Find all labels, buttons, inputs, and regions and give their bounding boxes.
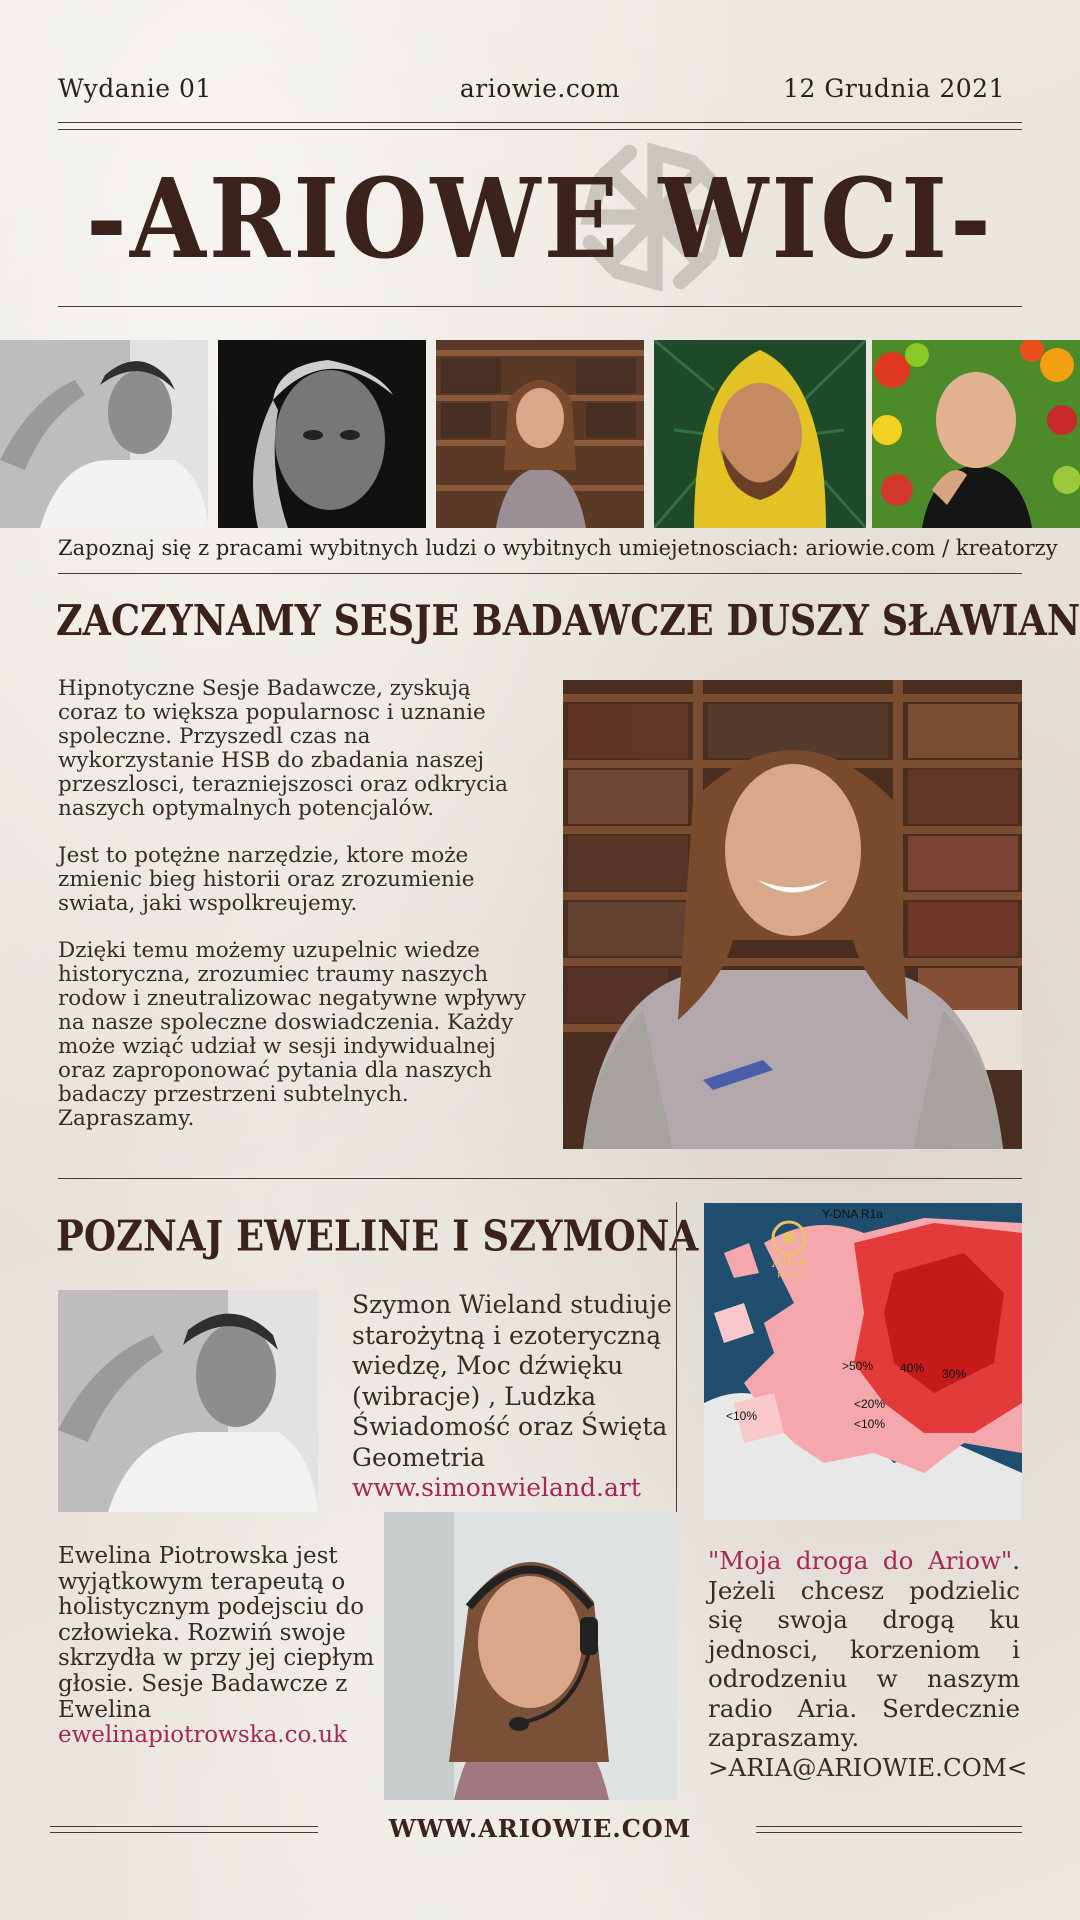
article1-paragraph-3: Dzięki temu możemy uzupelnic wiedze historyczna, zrozumiec traumy naszych rodow i zneutralizowac negatywne wpływy na nasze spoleczne doswiadczenia. Każdy może wziąć udział w sesji indywidualnej oraz zaproponować pytania dla naszych badaczy przestrzeni subtelnych. Zapraszamy. [58,938,527,1131]
map-label-3: 30% [942,1367,967,1381]
ewelina-text: Ewelina Piotrowska jest wyjątkowym terapeutą o holistycznym podejsciu do człowieka. Rozwiń swoje skrzydła w przy jej ciepłym głosie. Sesje Badawcze z Ewelina [58,1543,375,1723]
footer-rule-right-1 [756,1826,1022,1827]
strip-photo-2[interactable] [218,340,426,528]
map-label-2: 40% [900,1361,925,1375]
issue-number: Wydanie 01 [58,74,212,103]
article1-rule [58,1178,1022,1179]
szymon-bio [352,1290,672,1504]
article2-title: POZNAJ EWELINE I SZYMONA [56,1210,699,1261]
radio-email[interactable]: >ARIA@ARIOWIE.COM< [708,1752,1028,1782]
szymon-text: Szymon Wieland studiuje starożytną i ezoteryczną wiedzę, Moc dźwięku (wibracje) , Ludzka Świadomość oraz Święta Geometria [352,1290,672,1472]
map-logo-text: ARIA [771,1255,809,1271]
issue-date: 12 Grudnia 2021 [783,74,1005,103]
szymon-link[interactable]: www.simonwieland.art [352,1473,641,1502]
ewelina-bio [58,1544,378,1749]
footer-rule-left-2 [50,1832,318,1833]
radio-text: . Jeżeli chcesz podzielic się swoja drogą ku jednosci, korzeniom i odrodzeniu w naszym radio Aria. Serdecznie zapraszamy. [708,1546,1020,1752]
ewelina-photo[interactable] [384,1512,677,1800]
article1-title: ZACZYNAMY SESJE BADAWCZE DUSZY SŁAWIAN [56,596,1080,646]
strip-rule [58,573,1022,574]
map-label-6: <10% [726,1409,758,1423]
footer-rule-right-2 [756,1832,1022,1833]
szymon-photo[interactable] [58,1290,318,1512]
article1-body [58,677,530,1154]
radio-invite [708,1546,1028,1782]
map-logo-sub: RADIO [777,1271,803,1280]
article1-paragraph-2: Jest to potężne narzędzie, ktore może zmienic bieg historii oraz zrozumienie swiata, jaki wspolkreujemy. [58,843,475,916]
map-label-1: >50% [842,1359,874,1373]
map-label-5: <10% [854,1417,886,1431]
strip-photo-3[interactable] [436,340,644,528]
map-title: Y-DNA R1a [822,1207,883,1221]
strip-caption: Zapoznaj się z pracami wybitnych ludzi o wybitnych umiejetnosciach: ariowie.com / kreatorzy [58,536,1058,560]
ydna-map[interactable] [704,1203,1022,1520]
site-url[interactable]: ariowie.com [459,74,621,103]
footer-rule-left-1 [50,1826,318,1827]
radio-quote: "Moja droga do Ariow" [708,1546,1013,1575]
strip-photo-4[interactable] [654,340,866,528]
strip-photo-5[interactable] [872,340,1080,528]
strip-photo-1[interactable] [0,340,208,528]
footer-url[interactable]: WWW.ARIOWIE.COM [388,1814,692,1843]
article1-paragraph-1: Hipnotyczne Sesje Badawcze, zyskują coraz to większa popularnosc i uznanie spoleczne. Przyszedl czas na wykorzystanie HSB do zbadania naszej przeszlosci, terazniejszosci oraz odkrycia naszych optymalnych potencjalów. [58,676,508,821]
masthead-title: -ARIOWE WICI- [86,155,994,284]
map-label-4: <20% [854,1397,886,1411]
header-rule-bottom [58,129,1022,130]
ewelina-link[interactable]: ewelinapiotrowska.co.uk [58,1722,347,1749]
article1-photo[interactable] [563,680,1022,1149]
header-rule-top [58,122,1022,123]
masthead-rule [58,306,1022,307]
